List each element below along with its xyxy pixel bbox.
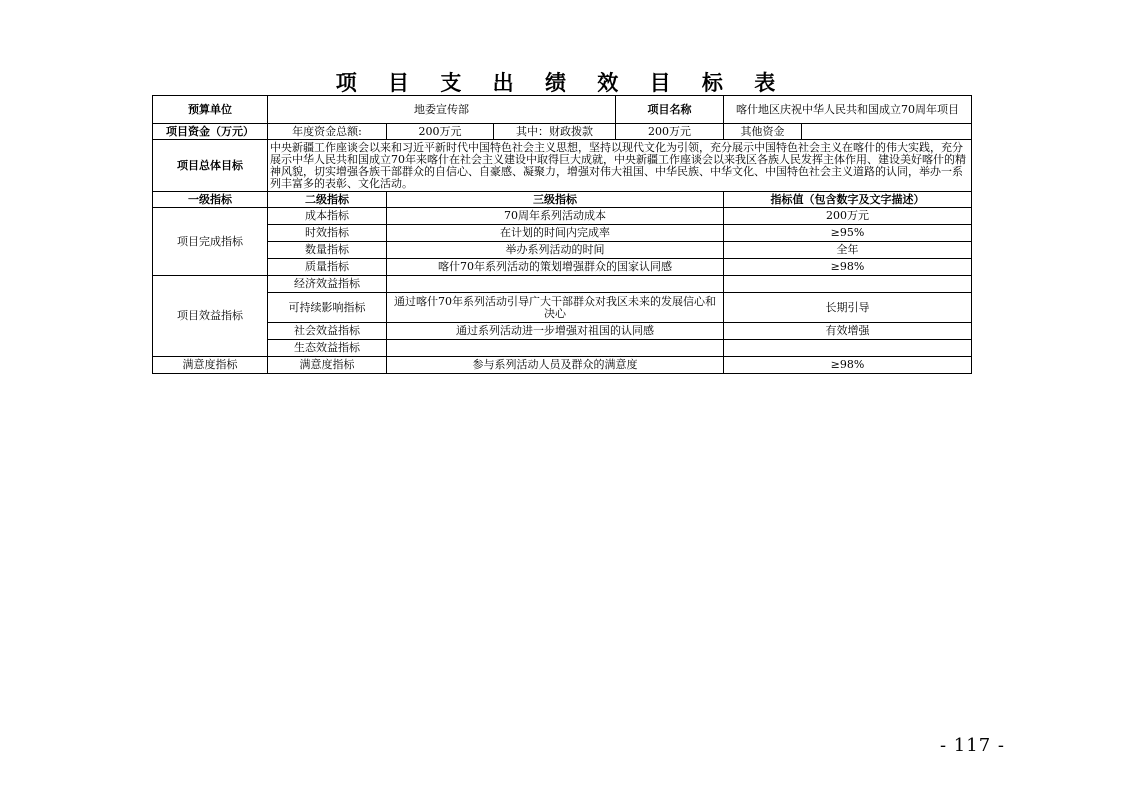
table-row <box>153 242 972 259</box>
value-cell: 有效增强 <box>724 323 972 340</box>
value-cell: ≥98% <box>724 357 972 374</box>
column-header-row <box>153 192 972 208</box>
level3-cell: 通过系列活动进一步增强对祖国的认同感 <box>387 323 724 340</box>
level2-cell: 成本指标 <box>268 208 387 225</box>
level2-cell: 满意度指标 <box>268 357 387 374</box>
fiscal-value: 200万元 <box>616 124 724 140</box>
other-funds-label: 其他资金 <box>724 124 802 140</box>
goal-text: 中央新疆工作座谈会以来和习近平新时代中国特色社会主义思想，坚持以现代文化为引领，充分展示中国特色社会主义在喀什的伟大实践，充分展示中华人民共和国成立70年来喀什在社会主义建设中取得巨大成就，中央新疆工作座谈会以来我区各族人民发挥主体作用、建设美好喀什的精神风貌，切实增强各族干部群众的自信心、自豪感、凝聚力，增强对伟大祖国、中华民族、中华文化、中国特色社会主义道路的认同，举办一系列丰富多的表彰、文化活动。 <box>268 140 972 192</box>
level3-cell <box>387 340 724 357</box>
level2-cell: 经济效益指标 <box>268 276 387 293</box>
budget-unit-label: 预算单位 <box>153 96 268 124</box>
other-funds-value <box>802 124 972 140</box>
level2-cell: 数量指标 <box>268 242 387 259</box>
level2-cell: 时效指标 <box>268 225 387 242</box>
level3-cell: 喀什70年系列活动的策划增强群众的国家认同感 <box>387 259 724 276</box>
value-cell: ≥98% <box>724 259 972 276</box>
funds-label: 项目资金（万元） <box>153 124 268 140</box>
col-value-header: 指标值（包含数字及文字描述） <box>724 192 972 208</box>
value-cell <box>724 340 972 357</box>
level2-cell: 可持续影响指标 <box>268 293 387 323</box>
col-level3-header: 三级指标 <box>387 192 724 208</box>
level2-cell: 社会效益指标 <box>268 323 387 340</box>
annual-total-value: 200万元 <box>387 124 494 140</box>
goal-label: 项目总体目标 <box>153 140 268 192</box>
level3-cell: 通过喀什70年系列活动引导广大干部群众对我区未来的发展信心和决心 <box>387 293 724 323</box>
funds-row <box>153 124 972 140</box>
project-name-label: 项目名称 <box>616 96 724 124</box>
table-row <box>153 293 972 323</box>
performance-goal-table <box>152 95 972 374</box>
col-level1-header: 一级指标 <box>153 192 268 208</box>
page-number: - 117 - <box>940 735 1005 756</box>
level3-cell: 参与系列活动人员及群众的满意度 <box>387 357 724 374</box>
value-cell: 长期引导 <box>724 293 972 323</box>
level2-cell: 质量指标 <box>268 259 387 276</box>
level3-cell: 70周年系列活动成本 <box>387 208 724 225</box>
value-cell: ≥95% <box>724 225 972 242</box>
page-title: 项 目 支 出 绩 效 目 标 表 <box>335 70 788 95</box>
level3-cell <box>387 276 724 293</box>
level2-cell: 生态效益指标 <box>268 340 387 357</box>
table-row <box>153 276 972 293</box>
col-level2-header: 二级指标 <box>268 192 387 208</box>
level3-cell: 在计划的时间内完成率 <box>387 225 724 242</box>
header-row <box>153 96 972 124</box>
table-row <box>153 340 972 357</box>
project-name-value: 喀什地区庆祝中华人民共和国成立70周年项目 <box>724 96 972 124</box>
level1-cell: 项目完成指标 <box>153 208 268 276</box>
value-cell: 全年 <box>724 242 972 259</box>
value-cell: 200万元 <box>724 208 972 225</box>
goal-row <box>153 140 972 192</box>
fiscal-label: 其中：财政拨款 <box>494 124 616 140</box>
table-row <box>153 357 972 374</box>
table-row <box>153 259 972 276</box>
budget-unit-value: 地委宣传部 <box>268 96 616 124</box>
level1-cell: 满意度指标 <box>153 357 268 374</box>
level1-cell: 项目效益指标 <box>153 276 268 357</box>
value-cell <box>724 276 972 293</box>
level3-cell: 举办系列活动的时间 <box>387 242 724 259</box>
table-row <box>153 208 972 225</box>
annual-total-label: 年度资金总额: <box>268 124 387 140</box>
table-row <box>153 225 972 242</box>
table-row <box>153 323 972 340</box>
